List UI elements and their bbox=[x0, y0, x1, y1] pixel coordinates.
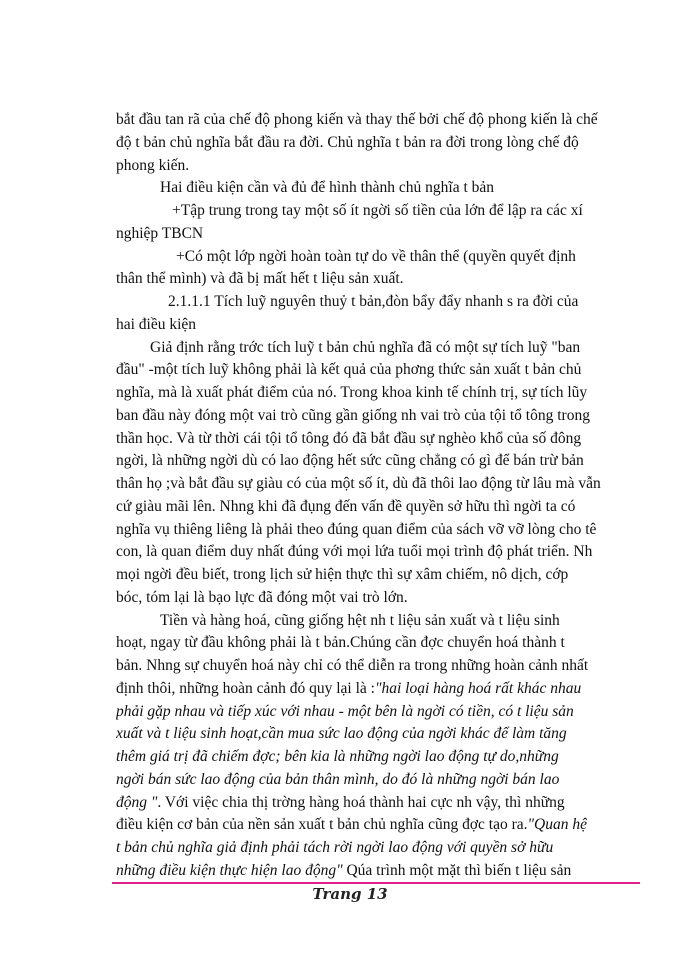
text-line bbox=[116, 678, 636, 700]
text-line: đầu" -một tích luỹ không phải là kết quả của phơng thức sản xuất t bản chủ bbox=[116, 361, 582, 379]
quote-line: thêm giá trị đã chiếm đợc; bên kia là những ngời lao động tự do,những bbox=[116, 748, 559, 765]
text-line: thần học. Và từ thời cái tội tổ tông đó đã bắt đầu sự nghèo khổ của số đông bbox=[116, 429, 582, 447]
text-run: điều kiện cơ bản của nền sản xuất t bản chủ nghĩa cũng đợc tạo ra. bbox=[116, 816, 528, 834]
quote-line: t bản chủ nghĩa giả định phải tách rời ngời lao động với quyền sở hữu bbox=[116, 839, 554, 856]
quote-run: "hai loại hàng hoá rất khác nhau bbox=[374, 679, 582, 697]
quote-line: phải gặp nhau và tiếp xúc với nhau - một bên là ngời có tiền, có t liệu sản bbox=[116, 702, 574, 720]
text-line: bản. Nhng sự chuyển hoá này chỉ có thể diễn ra trong những hoàn cảnh nhất bbox=[116, 657, 589, 674]
text-run: định thôi, những hoàn cảnh đó quy lại là : bbox=[116, 679, 375, 697]
quote-run: động " bbox=[116, 793, 158, 811]
text-run: Qúa trình một mặt thì biến t liệu sản bbox=[342, 861, 572, 879]
section-heading: 2.1.1.1 Tích luỹ nguyên thuỷ t bản,đòn bẩy đẩy nhanh s ra đời của bbox=[168, 293, 579, 310]
text-line: +Tập trung trong tay một số ít ngời số tiền của lớn để lập ra các xí bbox=[172, 202, 583, 219]
text-line: bắt đầu tan rã của chế độ phong kiến và thay thế bởi chế độ phong kiến là chế bbox=[116, 111, 598, 128]
text-line: cứ giàu mãi lên. Nhng khi đã đụng đến vấn đề quyền sở hữu thì ngời ta có bbox=[116, 497, 576, 515]
quote-run: những điều kiện thực hiện lao động" bbox=[116, 861, 343, 879]
text-line: bóc, tóm lại là bạo lực đã đóng một vai trò lớn. bbox=[116, 588, 408, 606]
text-line bbox=[116, 792, 636, 814]
text-line bbox=[116, 814, 636, 836]
text-run: . Với việc chia thị trờng hàng hoá thành hai cực nh vậy, thì những bbox=[157, 793, 565, 811]
text-line: Hai điều kiện cần và đủ để hình thành chủ nghĩa t bản bbox=[160, 179, 495, 197]
page-number: Trang 13 bbox=[312, 884, 388, 903]
quote-line: ngời bán sức lao động của bản thân mình, do đó là những ngời bán lao bbox=[116, 770, 560, 788]
footer-rule bbox=[112, 882, 640, 884]
text-line: nghĩa, mà là xuất phát điểm của nó. Trong khoa kinh tế chính trị, sự tích lũy bbox=[116, 384, 588, 401]
text-line: +Có một lớp ngời hoàn toàn tự do về thân thể (quyền quyết định bbox=[176, 247, 576, 265]
quote-run: "Quan hệ bbox=[527, 816, 587, 834]
section-heading: hai điều kiện bbox=[116, 315, 197, 333]
text-line: nghĩa vụ thiêng liêng là phải theo đúng quan điểm của sách vỡ vỡ lòng cho tê bbox=[116, 520, 597, 538]
text-line: phong kiến. bbox=[116, 156, 190, 174]
text-line: Giả định rằng trớc tích luỹ t bản chủ nghĩa đã có một sự tích luỹ "ban bbox=[150, 338, 581, 356]
text-line bbox=[116, 860, 636, 882]
text-line: Tiền và hàng hoá, cũng giống hệt nh t liệu sản xuất và t liệu sinh bbox=[160, 611, 560, 629]
text-line: thân họ ;và bắt đầu sự giàu có của một số ít, dù đã thôi lao động từ lâu mà vẫn bbox=[116, 475, 601, 492]
text-line: con, là quan điểm duy nhất đúng với mọi lứa tuổi mọi trình độ phát triển. Nh bbox=[116, 543, 593, 561]
text-line: ban đầu này đóng một vai trò cũng gần giống nh vai trò của tội tổ tông trong bbox=[116, 406, 590, 424]
quote-line: xuất và t liệu sinh hoạt,cần mua sức lao động của ngời khác để làm tăng bbox=[116, 725, 567, 743]
text-line: nghiệp TBCN bbox=[116, 224, 204, 242]
text-line: ngời, là những ngời dù có lao động hết sức cũng chẳng có gì để bán trừ bản bbox=[116, 452, 584, 470]
text-line: mọi ngời đều biết, trong lịch sử hiện thực thì sự xâm chiếm, nô dịch, cớp bbox=[116, 566, 569, 583]
text-line: hoạt, ngay từ đầu không phải là t bản.Chúng cần đợc chuyển hoá thành t bbox=[116, 634, 565, 652]
text-line: độ t bản chủ nghĩa bắt đầu ra đời. Chủ nghĩa t bản ra đời trong lòng chế độ bbox=[116, 133, 579, 151]
text-line: thân thể mình) và đã bị mất hết t liệu sản xuất. bbox=[116, 270, 404, 288]
